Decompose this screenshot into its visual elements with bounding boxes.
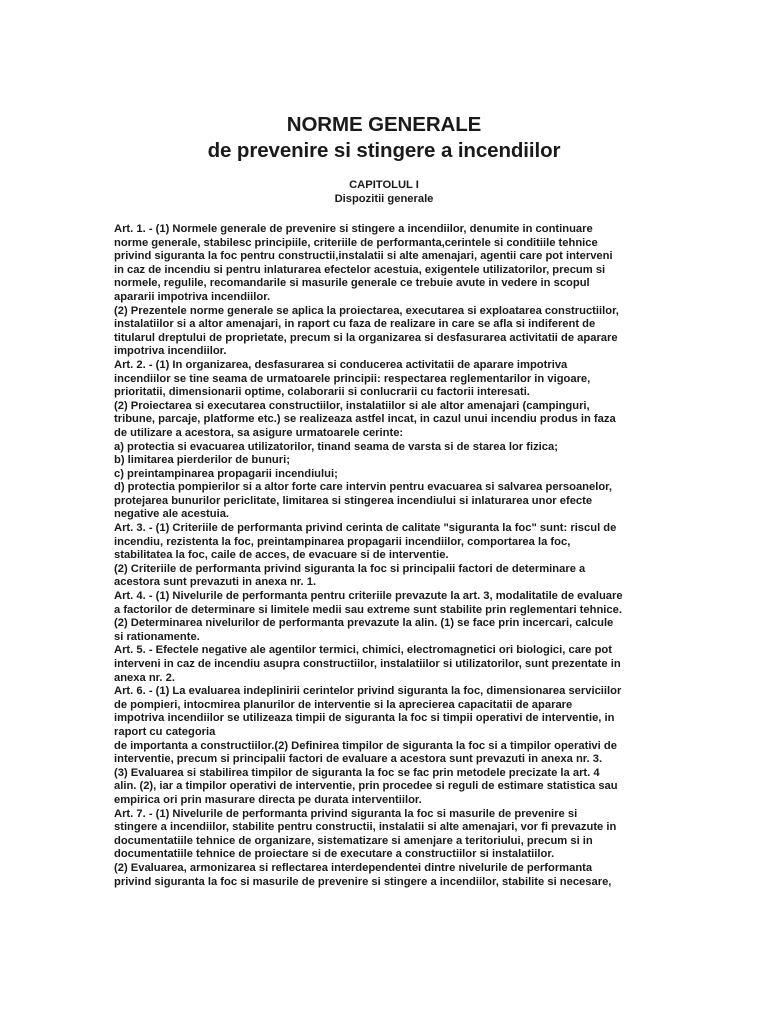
- text-line: apararii impotriva incendiilor.: [114, 290, 271, 303]
- text-line: negative ale acestuia.: [114, 508, 230, 521]
- text-line: Art. 3. - (1) Criteriile de performanta privind cerinta de calitate "siguranta la foc" sunt: riscul de: [114, 522, 617, 535]
- text-line: interveni in caz de incendiu asupra constructiilor, instalatiilor si utilizatorilor, sunt prezentate in: [114, 658, 621, 670]
- chapter-heading: [0, 178, 768, 206]
- chapter-title: Dispozitii generale: [334, 193, 434, 205]
- text-line: d) protectia pompierilor si a altor forte care intervin pentru evacuarea si salvarea persoanelor,: [114, 481, 613, 494]
- text-line: si rationamente.: [114, 630, 200, 643]
- text-line: Art. 2. - (1) In organizarea, desfasurarea si conducerea activitatii de aparare impotriva: [114, 358, 568, 371]
- text-line: Art. 4. - (1) Nivelurile de performanta pentru criteriile prevazute la art. 3, modalitatile de evaluare: [114, 590, 623, 603]
- text-line: raport cu categoria: [114, 725, 216, 738]
- text-line: protejarea bunurilor periclitate, limitarea si stingerea incendiului si inlaturarea unor efecte: [114, 494, 593, 507]
- text-line: impotriva incendiilor se utilizeaza timpii de siguranta la foc si timpii operativi de interventie, in: [114, 712, 615, 725]
- text-line: acestora sunt prevazuti in anexa nr. 1.: [114, 576, 317, 589]
- text-line: de importanta a constructiilor.(2) Definirea timpilor de siguranta la foc si a timpilor operativi de: [114, 739, 617, 752]
- text-line: Art. 7. - (1) Nivelurile de performanta privind siguranta la foc si masurile de prevenire si: [114, 807, 578, 820]
- body-text: [114, 223, 655, 889]
- text-line: interventie, precum si principalii factori de evaluare a acestora sunt prevazuti in anexa nr. 3.: [114, 753, 603, 766]
- text-line: (2) Criteriile de performanta privind siguranta la foc si principalii factori de determinare a: [114, 562, 586, 575]
- title-block: [0, 112, 768, 164]
- text-line: instalatiilor si a altor amenajari, in raport cu faza de realizare in care se afla si indiferent de: [114, 318, 596, 331]
- text-line: in caz de incendiu si pentru inlaturarea efectelor acestuia, exigentele utilizatorilor, precum si: [114, 263, 606, 276]
- text-line: prioritatii, dimensionarii optime, colaborarii si conlucrarii cu factorii interesati.: [114, 386, 530, 399]
- text-line: stabilitatea la foc, caile de acces, de evacuare si de interventie.: [114, 549, 449, 562]
- chapter-number: CAPITOLUL I: [349, 179, 419, 191]
- text-line: privind siguranta la foc pentru constructii,instalatii si alte amenajari, agentii care pot interveni: [114, 250, 613, 263]
- text-line: de pompieri, intocmirea planurilor de interventie si la aprecierea capacitatii de aparare: [114, 698, 573, 711]
- text-line: (2) Determinarea nivelurilor de performanta prevazute la alin. (1) se face prin incercari, calcule: [114, 617, 614, 630]
- text-line: titularul dreptului de proprietate, precum si la organizarea si desfasurarea activitatii de aparare: [114, 331, 618, 344]
- text-line: normele, regulile, recomandarile si masurile generale ce trebuie avute in vedere in scopul: [114, 277, 590, 290]
- text-line: (3) Evaluarea si stabilirea timpilor de siguranta la foc se fac prin metodele precizate la art. 4: [114, 766, 600, 779]
- text-line: empirica ori prin masurare directa pe durata interventiilor.: [114, 793, 422, 806]
- text-line: c) preintampinarea propagarii incendiului;: [114, 467, 338, 480]
- text-line: incendiilor se tine seama de urmatoarele principii: respectarea reglementarilor in vigoare,: [114, 372, 591, 385]
- text-line: (2) Evaluarea, armonizarea si reflectarea interdependentei dintre nivelurile de performanta: [114, 861, 593, 874]
- text-line: privind siguranta la foc si masurile de prevenire si stingere a incendiilor, stabilite si necesare,: [114, 875, 612, 888]
- text-line: norme generale, stabilesc principiile, criteriile de performanta,cerintele si conditiile tehnice: [114, 236, 598, 249]
- text-line: stingere a incendiilor, stabilite pentru constructii, instalatii si alte amenajari, vor fi prevazute in: [114, 821, 617, 834]
- text-line: (2) Prezentele norme generale se aplica la proiectarea, executarea si exploatarea constructiilor,: [114, 304, 619, 317]
- text-line: a) protectia si evacuarea utilizatorilor, tinand seama de varsta si de starea lor fizica;: [114, 440, 558, 453]
- text-line: de utilizare a acestora, sa asigure urmatoarele cerinte:: [114, 426, 404, 439]
- text-line: Art. 5. - Efectele negative ale agentilor termici, chimici, electromagnetici ori biologici, care pot: [114, 644, 612, 657]
- text-line: tribune, parcaje, platforme etc.) se realizeaza astfel incat, in cazul unui incendiu produs in faza: [114, 413, 616, 426]
- text-line: documentatiile tehnice de proiectare si de executare a constructiilor si instalatiilor.: [114, 848, 555, 861]
- text-line: (2) Proiectarea si executarea constructiilor, instalatiilor si ale altor amenajari (campinguri,: [114, 399, 590, 412]
- text-line: Art. 6. - (1) La evaluarea indeplinirii cerintelor privind siguranta la foc, dimensionarea serviciilor: [114, 685, 622, 698]
- text-line: anexa nr. 2.: [114, 671, 175, 684]
- text-line: incendiu, rezistenta la foc, preintampinarea propagarii incendiilor, comportarea la foc,: [114, 535, 571, 548]
- text-line: documentatiile tehnice de organizare, sistematizare si amenjare a teritoriului, precum si in: [114, 834, 593, 847]
- text-line: impotriva incendiilor.: [114, 345, 227, 358]
- document-title: NORME GENERALE: [286, 113, 482, 136]
- text-line: b) limitarea pierderilor de bunuri;: [114, 454, 290, 467]
- text-line: a factorilor de determinare si limitele medii sau extreme sunt stabilite prin reglementari tehnice.: [114, 603, 622, 616]
- text-line: Art. 1. - (1) Normele generale de prevenire si stingere a incendiilor, denumite in continuare: [114, 223, 593, 235]
- text-line: alin. (2), iar a timpilor operativi de interventie, prin procedee si reguli de estimare statistica sau: [114, 780, 618, 793]
- document-subtitle: de prevenire si stingere a incendiilor: [207, 139, 561, 162]
